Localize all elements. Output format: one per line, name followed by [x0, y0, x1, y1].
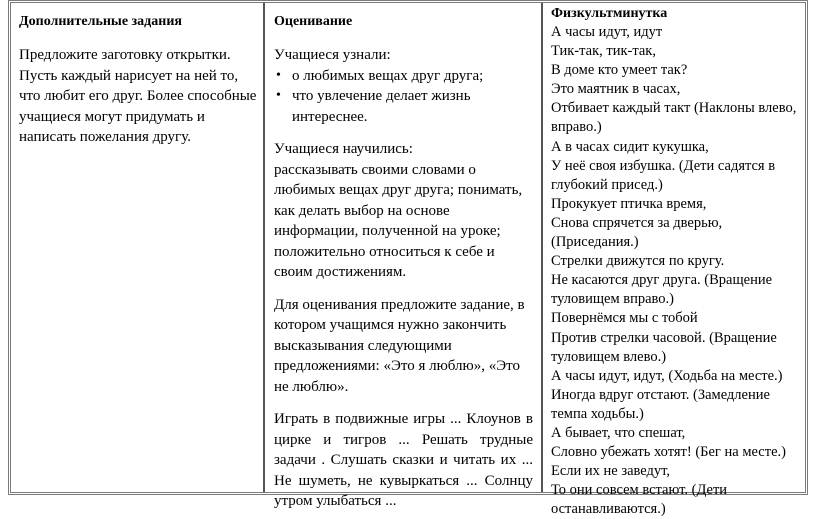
poem-line: Тик-так, тик-так,: [551, 43, 656, 60]
poem-line: В доме кто умеет так?: [551, 62, 688, 79]
poem-line: Иногда вдруг отстают. (Замедление темпа ходьбы.): [551, 386, 770, 422]
extra-tasks-column: [11, 3, 265, 492]
extra-tasks-heading: Дополнительные задания: [19, 14, 182, 29]
skills-title: Учащиеся научились:: [274, 141, 413, 157]
exercise-column: [543, 3, 805, 518]
poem-line: А часы идут, идут, (Ходьба на месте.): [551, 367, 783, 384]
poem-line: Против стрелки часовой. (Вращение туловищем влево.): [551, 329, 777, 365]
poem-line: Отбивает каждый такт (Наклоны влево, вправо.): [551, 100, 797, 136]
poem-line: А в часах сидит кукушка,: [551, 138, 709, 155]
assessment-column: [265, 3, 543, 509]
poem-line: Словно убежать хотят! (Бег на месте.): [551, 444, 786, 461]
poem: [551, 23, 799, 519]
learned-title: Учащиеся узнали:: [274, 47, 391, 63]
poem-line: Если их не заведут,: [551, 463, 671, 480]
poem-line: Стрелки движутся по кругу.: [551, 253, 725, 270]
exercise-heading: Физкультминутка: [551, 6, 668, 21]
poem-line: У неё своя избушка. (Дети садятся в глубокий присед.): [551, 157, 776, 193]
assessment-task-text: Для оценивания предложите задание, в котором учащимся нужно закончить высказывания следующими предложениями: «Это я люблю», «Это не люблю».: [274, 296, 525, 395]
poem-line: Снова спрячется за дверью, (Приседания.): [551, 214, 723, 251]
skills-text: рассказывать своими словами о любимых вещах друг друга; понимать, как делать выбор на основе информации, полученной на уроке; положительно относиться к себе и своим достижениям.: [274, 161, 523, 280]
games-text: Играть в подвижные игры ... Клоунов в цирке и тигров ... Решать трудные задачи . Слушать сказки и читать их ... Не шуметь, не кувыркаться ... Солнцу утром улыбаться ...: [274, 411, 533, 509]
learned-item: • о любимых вещах друг друга;: [274, 66, 533, 87]
poem-line: Не касаются друг друга. (Вращение туловищем вправо.): [551, 272, 773, 308]
poem-line: Это маятник в часах,: [551, 81, 681, 98]
assessment-heading: Оценивание: [274, 14, 353, 29]
poem-line: Повернёмся мы с тобой: [551, 310, 698, 327]
learned-item: • что увлечение делает жизнь интереснее.: [274, 86, 533, 127]
learned-list: [274, 66, 533, 128]
poem-line: А часы идут, идут: [551, 24, 663, 40]
lesson-table: [8, 0, 808, 518]
poem-line: Прокукует птичка время,: [551, 195, 707, 212]
poem-line: А бывает, что спешат,: [551, 424, 686, 441]
extra-tasks-text: Предложите заготовку открытки. Пусть каждый нарисует на ней то, что любит его друг. Более способные учащиеся могут придумать и написать пожелания другу.: [19, 47, 257, 145]
poem-line: То они совсем встают. (Дети останавливаются.): [551, 482, 728, 518]
